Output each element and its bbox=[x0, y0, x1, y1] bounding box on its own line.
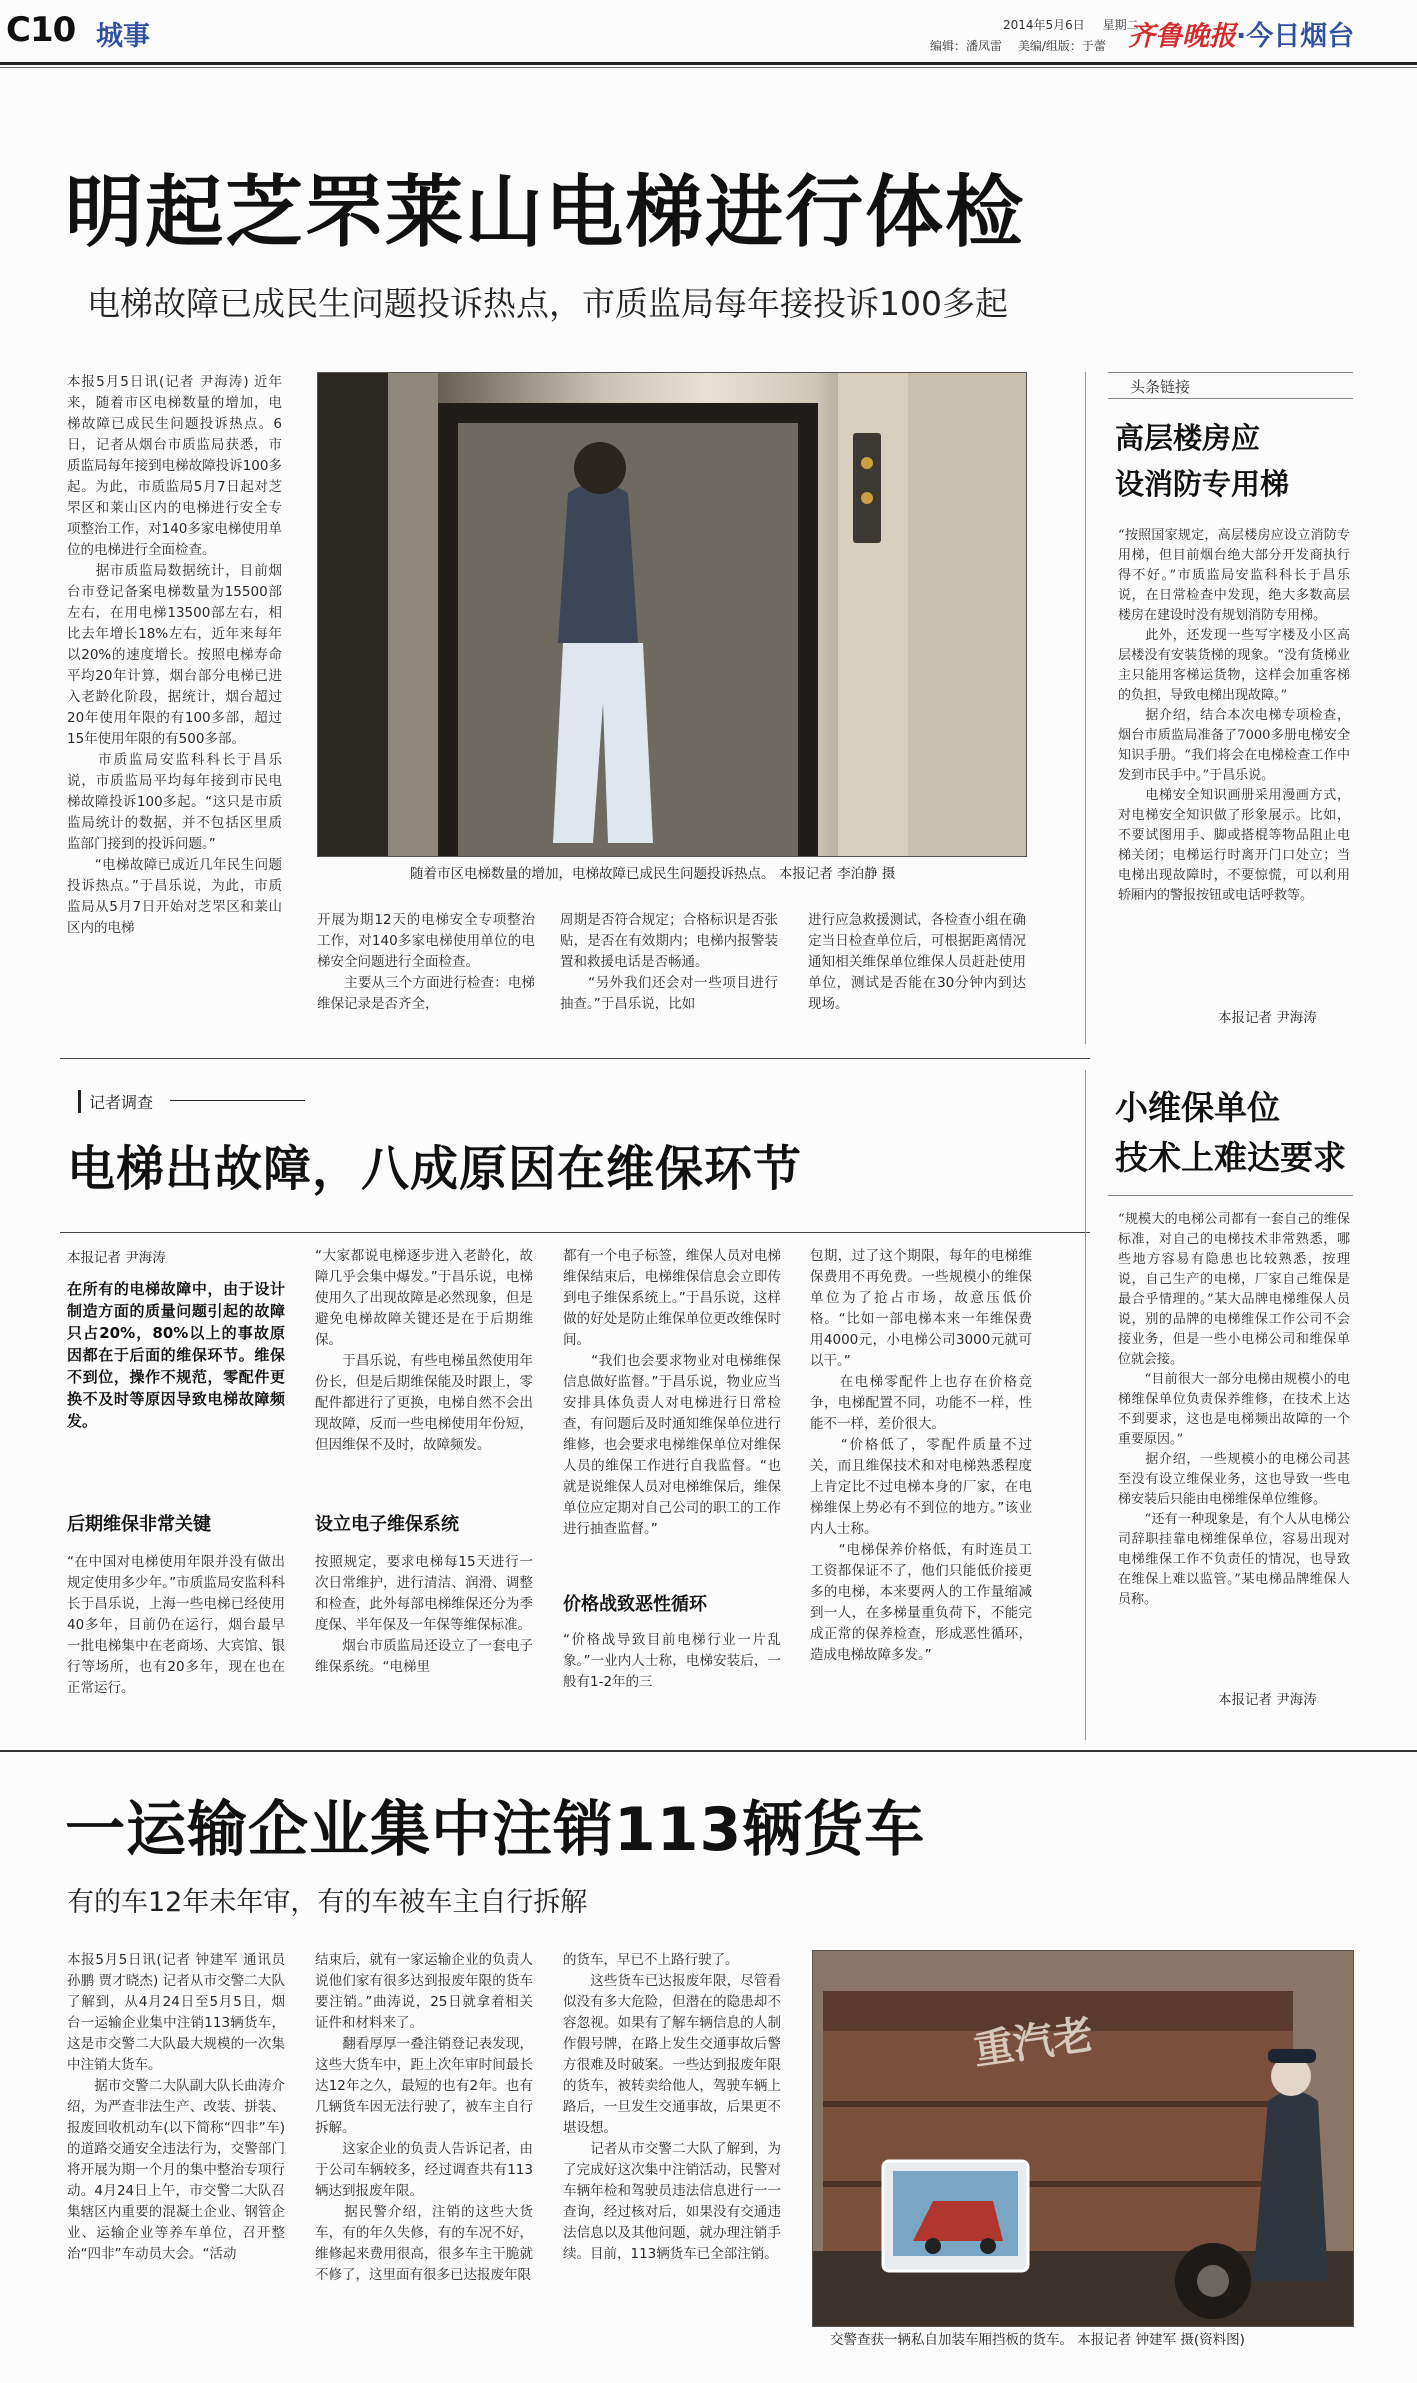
story2-tag-rule bbox=[170, 1100, 305, 1101]
subhead-story3: 有的车12年未年审，有的车被车主自行拆解 bbox=[67, 1887, 588, 1918]
story1-column-4: 进行应急救援测试，各检查小组在确定当日检查单位后，可根据距离情况通知相关维保单位维保人员赶赴使用单位，测试是否能在30分钟内到达现场。 bbox=[808, 912, 1026, 1012]
story1-column-3: 周期是否符合规定；合格标识是否张贴，是否在有效期内；电梯内报警装置和救援电话是否畅通。 “另外我们还会对一些项目进行抽查。”于昌乐说，比如 bbox=[560, 912, 778, 1012]
sidebar1-tag-rule bbox=[1108, 398, 1353, 399]
story2-lead: 在所有的电梯故障中，由于设计制造方面的质量问题引起的故障只占20%，80%以上的事故原因都在于后面的维保环节。维保不到位，操作不规范，零配件更换不及时等原因导致电梯故障频发。 bbox=[67, 1280, 285, 1430]
sidebar1-tag: 头条链接 bbox=[1130, 378, 1191, 396]
page-number: C10 bbox=[6, 10, 76, 50]
story2-column-3-top: 都有一个电子标签，维保人员对电梯维保结束后，电梯维保信息会立即传到电子维保系统上。”于昌乐说，这样做的好处是防止维保单位更改维保时间。 “我们也会要求物业对电梯维保信息做好监督。”于昌乐说，物业应当安排具体负责人对电梯进行日常检查，有问题后及时通知维保单位进行维修，也会要求电梯维保单位对维保人员的维保工作进行自我监督。“也就是说维保人员对电梯维保后，维保单位应定期对自己公司的职工的工作进行抽查监督。” bbox=[563, 1248, 781, 1537]
story2-title-rule bbox=[60, 1232, 1090, 1233]
story2-column-2-top: “大家都说电梯逐步进入老龄化，故障几乎会集中爆发。”于昌乐说，电梯使用久了出现故障是必然现象，但是避免电梯故障关键还是在于后期维保。 于昌乐说，有些电梯虽然使用年份长，但是后期维保能及时跟上，零配件都进行了更换，电梯自然不会出现故障，反而一些电梯使用年份短，但因维保不及时，故障频发。 bbox=[315, 1248, 533, 1453]
story3-column-3: 的货车，早已不上路行驶了。 这些货车已达报废年限，尽管看似没有多大危险，但潜在的隐患却不容忽视。如果有了解车辆信息的人制作假号牌，在路上发生交通事故后警方很难及时破案。一些达到报废年限的货车，被转卖给他人，驾驶车辆上路后，一旦发生交通事故，后果更不堪设想。 记者从市交警二大队了解到，为了完成好这次集中注销活动，民警对车辆年检和驾驶员违法信息进行一一查询，经过核对后，如果没有交通违法信息以及其他问题，就办理注销手续。目前，113辆货车已全部注销。 bbox=[563, 1952, 781, 2262]
newspaper-logo bbox=[1128, 14, 1354, 53]
story2-sub2-body: 按照规定，要求电梯每15天进行一次日常维护，进行清洁、润滑、调整和检查，此外每部电梯维保还分为季度保、半年保及一年保等维保标准。 烟台市质监局还设立了一套电子维保系统。“电梯里 bbox=[315, 1554, 533, 1675]
sidebar2-body: “规模大的电梯公司都有一套自己的维保标准，对自己的电梯技术非常熟悉，哪些地方容易有隐患也比较熟悉，按理说，自己生产的电梯，厂家自己维保是最合乎情理的。”某大品牌电梯维保人员说，别的品牌的电梯维保工作公司不会接业务，但是一些小电梯公司和维保单位就会接。 “目前很大一部分电梯由规模小的电梯维保单位负责保养维修，在技术上达不到要求，这也是电梯频出故障的一个重要原因。” 据介绍，一些规模小的电梯公司甚至没有设立维保业务，这也导致一些电梯安装后只能由电梯维保单位维修。 “还有一种现象是，有个人从电梯公司辞职挂靠电梯维保单位，容易出现对电梯维保工作不负责任的情况，也导致在维保上难以监管。”某电梯品牌维保人员称。 bbox=[1118, 1212, 1350, 1607]
story2-column-4: 包期，过了这个期限，每年的电梯维保费用不再免费。一些规模小的维保单位为了抢占市场，故意压低价格。“比如一部电梯本来一年维保费用4000元，小电梯公司3000元就可以干。” 在电梯零配件上也存在价格竞争，电梯配置不同，功能不一样，性能不一样，差价很大。 “价格低了，零配件质量不过关，而且维保技术和对电梯熟悉程度上肯定比不过电梯本身的厂家，在电梯维保上势必有不到位的地方。”该业内人士称。 “电梯保养价格低，有时连员工工资都保证不了，他们只能低价接更多的电梯，本来要两人的工作量缩减到一人，在多梯量重负荷下，不能完成正常的保养检查，形成恶性循环，造成电梯故障多发。” bbox=[810, 1248, 1032, 1663]
story2-tag: 记者调查 bbox=[78, 1090, 153, 1113]
section-name: 城事 bbox=[96, 21, 150, 52]
sidebar1-top-rule bbox=[1108, 372, 1353, 373]
story3-column-1: 本报5月5日讯(记者 钟建军 通讯员 孙鹏 贾才晓杰) 记者从市交警二大队了解到，从4月24日至5月5日，烟台一运输企业集中注销113辆货车，这是市交警二大队最大规模的一次集中注销大货车。 据市交警二大队副大队长曲涛介绍，为严查非法生产、改装、拼装、报废回收机动车(以下简称“四非”车)的道路交通安全违法行为，交警部门将开展为期一个月的集中整治专项行动。4月24日上午，市交警二大队召集辖区内重要的混凝土企业、钢管企业、运输企业等养车单位，召开整治“四非”车动员大会。“活动 bbox=[67, 1952, 285, 2262]
elevator-photo-caption: 随着市区电梯数量的增加，电梯故障已成民生问题投诉热点。 本报记者 李泊静 摄 bbox=[410, 866, 896, 882]
editor-credits bbox=[930, 37, 1106, 54]
sidebar1-body: “按照国家规定，高层楼房应设立消防专用梯，但目前烟台绝大部分开发商执行得不好。”市质监局安监科科长于昌乐说，在日常检查中发现，绝大多数高层楼房在建设时没有规划消防专用梯。 此外，还发现一些写字楼及小区高层楼没有安装货梯的现象。“没有货梯业主只能用客梯运货物，这样会加重客梯的负担，导致电梯出现故障。” 据介绍，结合本次电梯专项检查，烟台市质监局准备了7000多册电梯安全知识手册。“我们将会在电梯检查工作中发到市民手中。”于昌乐说。 电梯安全知识画册采用漫画方式，对电梯安全知识做了形象展示。比如，不要试图用手、脚或搭棍等物品阻止电梯关闭；电梯运行时离开门口处立；当电梯出现故障时，不要惊慌，可以利用轿厢内的警报按钮或电话呼救等。 bbox=[1118, 528, 1350, 903]
sidebar1-divider bbox=[1085, 372, 1086, 1044]
logo-brand: 齐鲁晚报 bbox=[1128, 21, 1236, 52]
sidebar2-title-rule bbox=[1108, 1195, 1353, 1196]
headline-story2: 电梯出故障，八成原因在维保环节 bbox=[67, 1141, 803, 1197]
truck-photo-lettering: 重汽老 bbox=[970, 2011, 1097, 2075]
issue-date bbox=[1003, 16, 1139, 33]
headline-story1: 明起芝罘莱山电梯进行体检 bbox=[65, 168, 1026, 258]
sidebar1-title-line2: 设消防专用梯 bbox=[1115, 467, 1290, 501]
headline-story3: 一运输企业集中注销113辆货车 bbox=[65, 1795, 926, 1865]
story2-subhead-2: 设立电子维保系统 bbox=[315, 1514, 459, 1535]
story2-subhead-3: 价格战致恶性循环 bbox=[563, 1594, 707, 1615]
masthead-rule bbox=[0, 62, 1417, 65]
designer-text: 美编/组版：于蕾 bbox=[1017, 39, 1106, 53]
story3-column-2: 结束后，就有一家运输企业的负责人说他们家有很多达到报废年限的货车要注销。”曲涛说，25日就拿着相关证件和材料来了。 翻看厚厚一叠注销登记表发现，这些大货车中，距上次年审时间最长达12年之久，最短的也有2年。也有几辆货车因无法行驶了，被车主自行拆解。 这家企业的负责人告诉记者，由于公司车辆较多，经过调查共有113辆达到报废年限。 据民警介绍，注销的这些大货车，有的年久失修，有的车况不好，维修起来费用很高，很多车主干脆就不修了，这里面有很多已达报废年限 bbox=[315, 1952, 533, 2283]
story-separator-1 bbox=[60, 1058, 1090, 1059]
story1-column-1: 本报5月5日讯(记者 尹海涛) 近年来，随着市区电梯数量的增加，电梯故障已成民生问题投诉热点。6日，记者从烟台市质监局获悉，市质监局每年接到电梯故障投诉100多起。为此，市质监局5月7日起对芝罘区和莱山区内的电梯进行安全专项整治工作，对140多家电梯使用单位的电梯进行全面检查。 据市质监局数据统计，目前烟台市登记备案电梯数量为15500部左右，在用电梯13500部左右，相比去年增长18%左右，近年来每年以20%的速度增长。按照电梯寿命平均20年计算，烟台部分电梯已进入老龄化阶段，据统计，烟台超过20年使用年限的有100多部，超过15年使用年限的有500多部。 市质监局安监科科长于昌乐说，市质监局平均每年接到市民电梯故障投诉100多起。“这只是市质监局统计的数据，并不包括区里质监部门接到的投诉问题。” “电梯故障已成近几年民生问题投诉热点。”于昌乐说，为此，市质监局从5月7日开始对芝罘区和莱山区内的电梯 bbox=[67, 374, 282, 936]
sidebar2-title-line2: 技术上难达要求 bbox=[1115, 1138, 1346, 1177]
logo-edition: ·今日烟台 bbox=[1236, 21, 1355, 52]
truck-photo-caption: 交警查获一辆私自加装车厢挡板的货车。 本报记者 钟建军 摄(资料图) bbox=[830, 2332, 1245, 2348]
story1-column-2: 开展为期12天的电梯安全专项整治工作，对140多家电梯使用单位的电梯安全问题进行全面检查。 主要从三个方面进行检查：电梯维保记录是否齐全， bbox=[317, 912, 535, 1012]
editor-text: 编辑：潘凤雷 bbox=[930, 39, 1003, 53]
subhead-story1: 电梯故障已成民生问题投诉热点，市质监局每年接投诉100多起 bbox=[87, 284, 1008, 323]
story2-subhead-1: 后期维保非常关键 bbox=[67, 1514, 211, 1535]
sidebar2-byline: 本报记者 尹海涛 bbox=[1218, 1692, 1317, 1708]
elevator-photo bbox=[317, 372, 1027, 857]
weekday-text: 星期二 bbox=[1102, 18, 1139, 32]
masthead-rule-thin bbox=[0, 67, 1417, 68]
truck-photo bbox=[812, 1950, 1354, 2327]
story-separator-2 bbox=[0, 1750, 1417, 1752]
sidebar1-title-line1: 高层楼房应 bbox=[1115, 421, 1261, 455]
elevator-scene-graphic bbox=[318, 373, 1026, 856]
sidebar2-divider bbox=[1085, 1070, 1086, 1740]
story2-sub1-body: “在中国对电梯使用年限并没有做出规定使用多少年。”市质监局安监科科长于昌乐说，上海一些电梯已经使用40多年，目前仍在运行，烟台最早一批电梯集中在老商场、大宾馆、银行等场所，也有20多年，现在也在正常运行。 bbox=[67, 1554, 285, 1696]
story2-byline: 本报记者 尹海涛 bbox=[67, 1250, 166, 1266]
story2-sub3-body: “价格战导致目前电梯行业一片乱象。”一业内人士称，电梯安装后，一般有1-2年的三 bbox=[563, 1632, 781, 1690]
date-text: 2014年5月6日 bbox=[1003, 18, 1085, 32]
sidebar1-byline: 本报记者 尹海涛 bbox=[1218, 1010, 1317, 1026]
sidebar2-title-line1: 小维保单位 bbox=[1115, 1088, 1280, 1127]
